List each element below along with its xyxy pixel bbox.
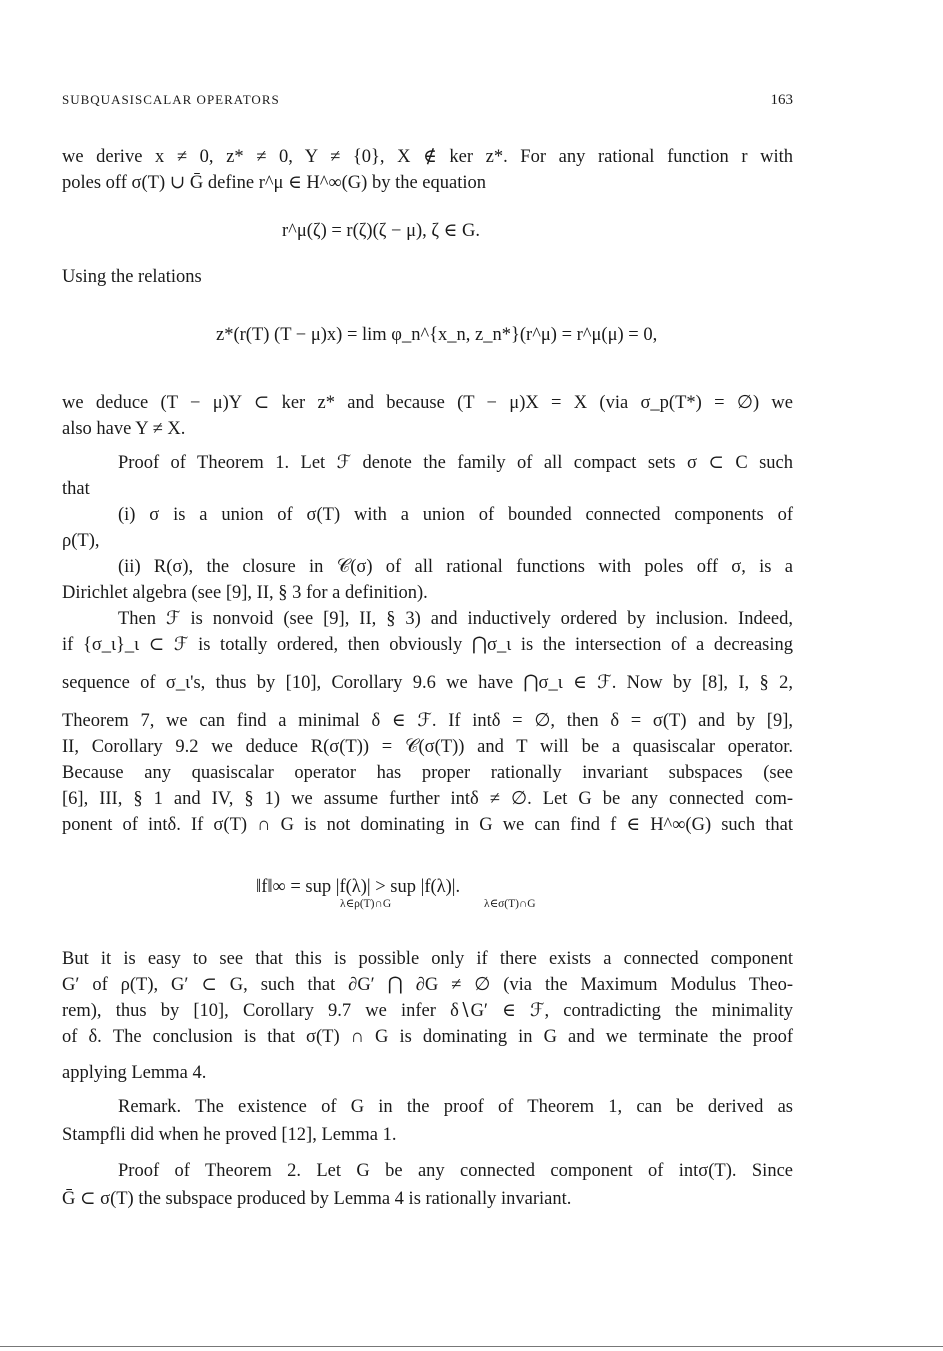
text-line: of δ. The conclusion is that σ(T) ∩ G is dominating in G and we terminate the proof xyxy=(62,1027,793,1047)
page-number: 163 xyxy=(770,92,793,108)
equation-sup: ‖f‖∞ = sup |f(λ)| > sup |f(λ)|. xyxy=(256,877,461,897)
text-line: (ii) R(σ), the closure in 𝒞(σ) of all rational functions with poles off σ, is a xyxy=(118,557,793,577)
text-line: Ḡ ⊂ σ(T) the subspace produced by Lemma 4 is rationally invariant. xyxy=(62,1189,572,1209)
text-line: Stampfli did when he proved [12], Lemma 1. xyxy=(62,1125,397,1145)
text-line: [6], III, § 1 and IV, § 1) we assume further intδ ≠ ∅. Let G be any connected com- xyxy=(62,789,793,809)
equation-relations: z*(r(T) (T − μ)x) = lim φ_n^{x_n, z_n*}(r^μ) = r^μ(μ) = 0, xyxy=(216,325,658,345)
text-line: we deduce (T − μ)Y ⊂ ker z* and because (T − μ)X = X (via σ_p(T*) = ∅) we xyxy=(62,393,793,413)
sup-subscript-sigma: λ∈σ(T)∩G xyxy=(484,898,536,910)
text-line: Proof of Theorem 1. Let ℱ denote the family of all compact sets σ ⊂ C such xyxy=(118,453,793,473)
text-line: rem), thus by [10], Corollary 9.7 we infer δ∖G′ ∈ ℱ, contradicting the minimality xyxy=(62,1001,793,1021)
text-line: Proof of Theorem 2. Let G be any connected component of intσ(T). Since xyxy=(118,1161,793,1181)
text-line: that xyxy=(62,479,90,499)
text-line: But it is easy to see that this is possible only if there exists a connected component xyxy=(62,949,793,969)
sup-subscript-rho: λ∈ρ(T)∩G xyxy=(340,898,392,910)
text-line: Because any quasiscalar operator has proper rationally invariant subspaces (see xyxy=(62,763,793,783)
text-line: also have Y ≠ X. xyxy=(62,419,186,439)
text-line: (i) σ is a union of σ(T) with a union of bounded connected components of xyxy=(118,505,793,525)
text-line: ponent of intδ. If σ(T) ∩ G is not dominating in G we can find f ∈ H^∞(G) such that xyxy=(62,815,793,835)
text-line: ρ(T), xyxy=(62,531,100,551)
text-line: Using the relations xyxy=(62,267,202,287)
text-line: applying Lemma 4. xyxy=(62,1063,207,1083)
text-line: if {σ_ι}_ι ⊂ ℱ is totally ordered, then obviously ⋂σ_ι is the intersection of a decreasing xyxy=(62,635,793,655)
page-header xyxy=(62,92,793,112)
running-title: SUBQUASISCALAR OPERATORS xyxy=(62,92,280,107)
equation-rmu: r^μ(ζ) = r(ζ)(ζ − μ), ζ ∈ G. xyxy=(282,221,480,241)
text-line: G′ of ρ(T), G′ ⊂ G, such that ∂G′ ⋂ ∂G ≠ ∅ (via the Maximum Modulus Theo- xyxy=(62,975,793,995)
text-line: Then ℱ is nonvoid (see [9], II, § 3) and inductively ordered by inclusion. Indeed, xyxy=(118,609,793,629)
text-line: poles off σ(T) ∪ Ḡ define r^μ ∈ H^∞(G) by the equation xyxy=(62,173,487,193)
text-line: Remark. The existence of G in the proof of Theorem 1, can be derived as xyxy=(118,1097,793,1117)
text-line: sequence of σ_ι's, thus by [10], Corollary 9.6 we have ⋂σ_ι ∈ ℱ. Now by [8], I, § 2, xyxy=(62,673,793,693)
bottom-rule xyxy=(0,1346,943,1347)
text-line: Theorem 7, we can find a minimal δ ∈ ℱ. If intδ = ∅, then δ = σ(T) and by [9], xyxy=(62,711,793,731)
text-line: Dirichlet algebra (see [9], II, § 3 for a definition). xyxy=(62,583,428,603)
text-line: II, Corollary 9.2 we deduce R(σ(T)) = 𝒞(σ(T)) and T will be a quasiscalar operator. xyxy=(62,737,793,757)
text-line: we derive x ≠ 0, z* ≠ 0, Y ≠ {0}, X ∉ ker z*. For any rational function r with xyxy=(62,147,793,167)
